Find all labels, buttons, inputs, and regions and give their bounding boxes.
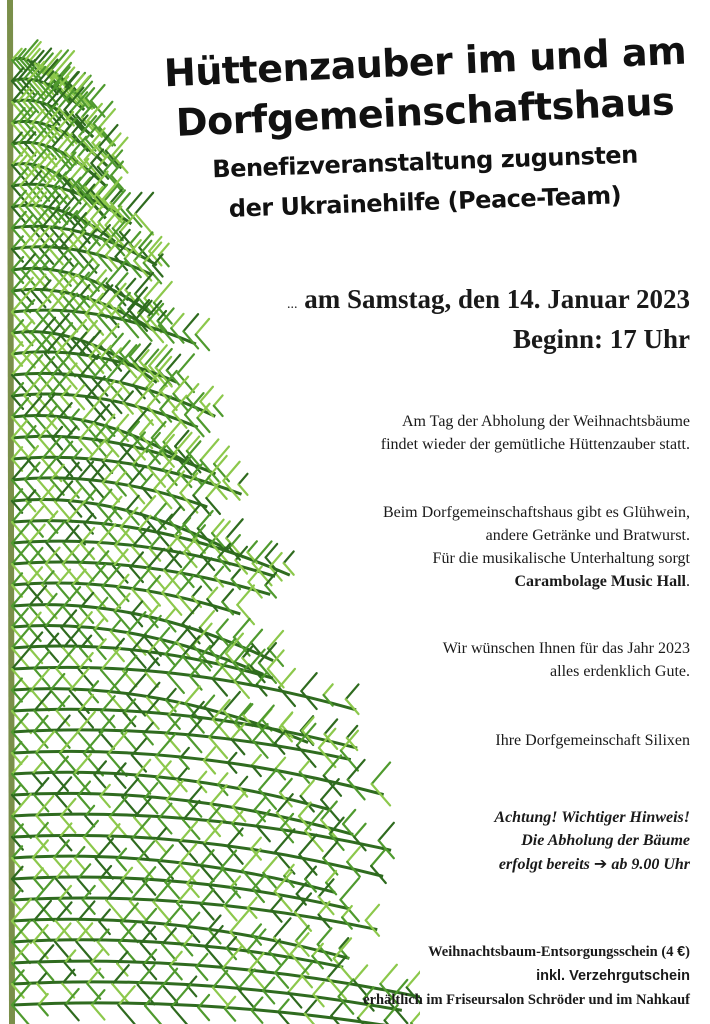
band-name: Carambolage Music Hall [514,573,686,590]
event-start-time: Beginn: 17 Uhr [512,324,690,354]
paragraph-line: andere Getränke und Bratwurst. [485,527,690,544]
paragraph-line: Beim Dorfgemeinschaftshaus gibt es Glühwein, [382,504,690,521]
paragraph-line: findet wieder der gemütliche Hüttenzauber statt. [380,436,690,453]
subtitle-line-2: der Ukrainehilfe (Peace-Team) [228,181,622,223]
paragraph-line: Für die musikalische Unterhaltung sorgt [432,550,690,567]
event-date [287,284,690,315]
subtitle-line-1: Benefizveranstaltung zugunsten [211,140,639,184]
title-line-1: Hüttenzauber im und am [163,28,687,96]
signature: Ihre Dorfgemeinschaft Silixen [495,732,690,749]
notice-line-3 [494,852,690,876]
tree-trunk [10,0,12,1024]
notice-line: Die Abholung der Bäume [521,832,690,849]
paragraph-line: alles erdenklich Gute. [550,663,690,680]
notice-prefix: erfolgt bereits [498,856,590,873]
paragraph-line: Wir wünschen Ihnen für das Jahr 2023 [442,640,690,657]
footer-paren: ) [685,944,690,960]
footer-info [363,940,690,1012]
paragraph-line: Am Tag der Abholung der Weihnachtsbäume [401,413,690,430]
title-line-2: Dorfgemeinschaftshaus [175,79,675,145]
band-line [383,570,690,593]
footer-voucher: Weihnachtsbaum-Entsorgungsschein (4 [428,944,678,960]
leading-dots: ... [286,297,298,312]
tree-branch [12,501,294,575]
euro-sign: € [677,944,686,960]
notice-line: Achtung! Wichtiger Hinweis! [494,809,690,826]
band-suffix: . [686,573,690,590]
arrow-right-icon: ➔ [593,854,608,873]
paragraph-pickup [381,410,690,456]
important-notice [494,806,690,876]
event-date-text: am Samstag, den 14. Januar 2023 [304,284,690,314]
footer-line-2: inkl. Verzehrgutschein [536,968,690,984]
paragraph-wishes [443,637,690,683]
footer-line-1 [363,940,690,964]
footer-line-3: erhältlich im Friseursalon Schröder und im Nahkauf [363,992,690,1008]
notice-suffix: ab 9.00 Uhr [611,856,690,873]
paragraph-offerings [383,501,690,593]
